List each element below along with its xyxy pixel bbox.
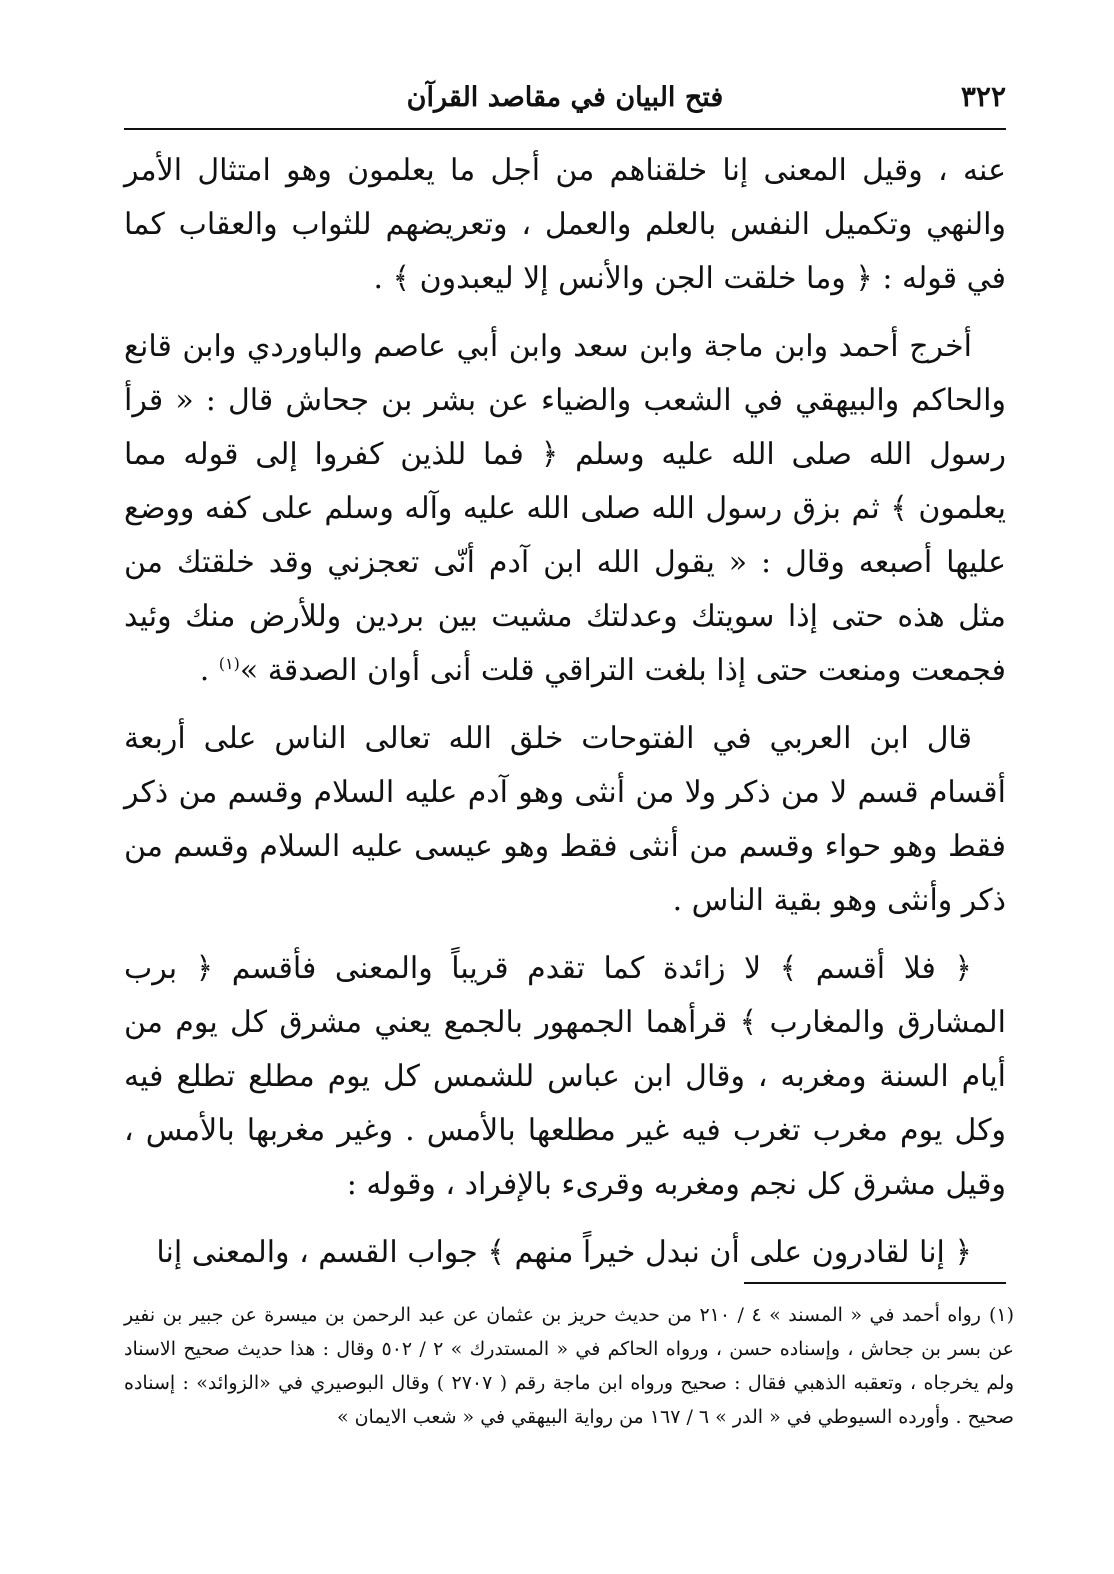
paragraph-5: ﴿ إنا لقادرون على أن نبدل خيراً منهم ﴾ جواب القسم ، والمعنى إنا bbox=[156, 1235, 972, 1270]
footnote-separator bbox=[744, 1282, 1006, 1284]
paragraph-2 bbox=[124, 320, 1006, 698]
paragraph-2-ending: . bbox=[199, 653, 219, 688]
paragraph-1: عنه ، وقيل المعنى إنا خلقناهم من أجل ما يعلمون وهو امتثال الأمر والنهي وتكميل النفس بالعلم والعمل ، وتعريضهم للثواب والعقاب كما في قوله : ﴿ وما خلقت الجن والأنس إلا ليعبدون ﴾ . bbox=[124, 153, 1006, 296]
header-rule bbox=[124, 128, 1006, 130]
footnote-number: (١) bbox=[988, 1304, 1014, 1326]
paragraph-3: قال ابن العربي في الفتوحات خلق الله تعالى الناس على أربعة أقسام قسم لا من ذكر ولا من أنثى وهو آدم عليه السلام وقسم من ذكر فقط وهو حواء وقسم من أنثى فقط وهو عيسى عليه السلام وقسم من ذكر وأنثى وهو بقية الناس . bbox=[124, 721, 1006, 918]
footnote-1 bbox=[124, 1298, 1014, 1434]
running-title: فتح البيان في مقاصد القرآن bbox=[406, 82, 724, 113]
footnote-text: رواه أحمد في « المسند » ٤ / ٢١٠ من حديث حريز بن عثمان عن عبد الرحمن بن ميسرة عن جبير بن نفير عن بسر بن جحاش ، وإسناده حسن ، ورواه الحاكم في « المستدرك » ٢ / ٥٠٢ وقال : هذا حديث صحيح الاسناد ولم يخرجاه ، وتعقبه الذهبي فقال : صحيح ورواه ابن ماجة رقم ( ٢٧٠٧ ) وقال البوصيري في «الزوائد» : إسناده صحيح . وأورده السيوطي في « الدر » ٦ / ١٦٧ من رواية البيهقي في « شعب الايمان » bbox=[124, 1304, 1015, 1428]
page-number: ٣٢٢ bbox=[960, 80, 1006, 113]
footnote-reference: (١) bbox=[218, 654, 240, 673]
page-header bbox=[124, 70, 1006, 130]
paragraph-4: ﴿ فلا أقسم ﴾ لا زائدة كما تقدم قريباً والمعنى فأقسم ﴿ برب المشارق والمغارب ﴾ قرأهما الجمهور بالجمع يعني مشرق كل يوم من أيام السنة ومغربه ، وقال ابن عباس للشمس كل يوم مطلع تطلع فيه وكل يوم مغرب تغرب فيه غير مطلعها بالأمس . وغير مغربها بالأمس ، وقيل مشرق كل نجم ومغربه وقرىء بالإفراد ، وقوله : bbox=[124, 951, 1006, 1202]
paragraph-2-text: أخرج أحمد وابن ماجة وابن سعد وابن أبي عاصم والباوردي وابن قانع والحاكم والبيهقي في الشعب والضياء عن بشر بن جحاش قال : « قرأ رسول الله صلى الله عليه وسلم ﴿ فما للذين كفروا إلى قوله مما يعلمون ﴾ ثم بزق رسول الله صلى الله عليه وآله وسلم على كفه ووضع عليها أصبعه وقال : « يقول الله ابن آدم أنّى تعجزني وقد خلقتك من مثل هذه حتى إذا سويتك وعدلتك مشيت بين بردين وللأرض منك وئيد فجمعت ومنعت حتى إذا بلغت التراقي قلت أنى أوان الصدقة » bbox=[124, 329, 1006, 688]
footnotes bbox=[124, 1298, 1014, 1434]
main-text bbox=[124, 144, 1006, 1294]
